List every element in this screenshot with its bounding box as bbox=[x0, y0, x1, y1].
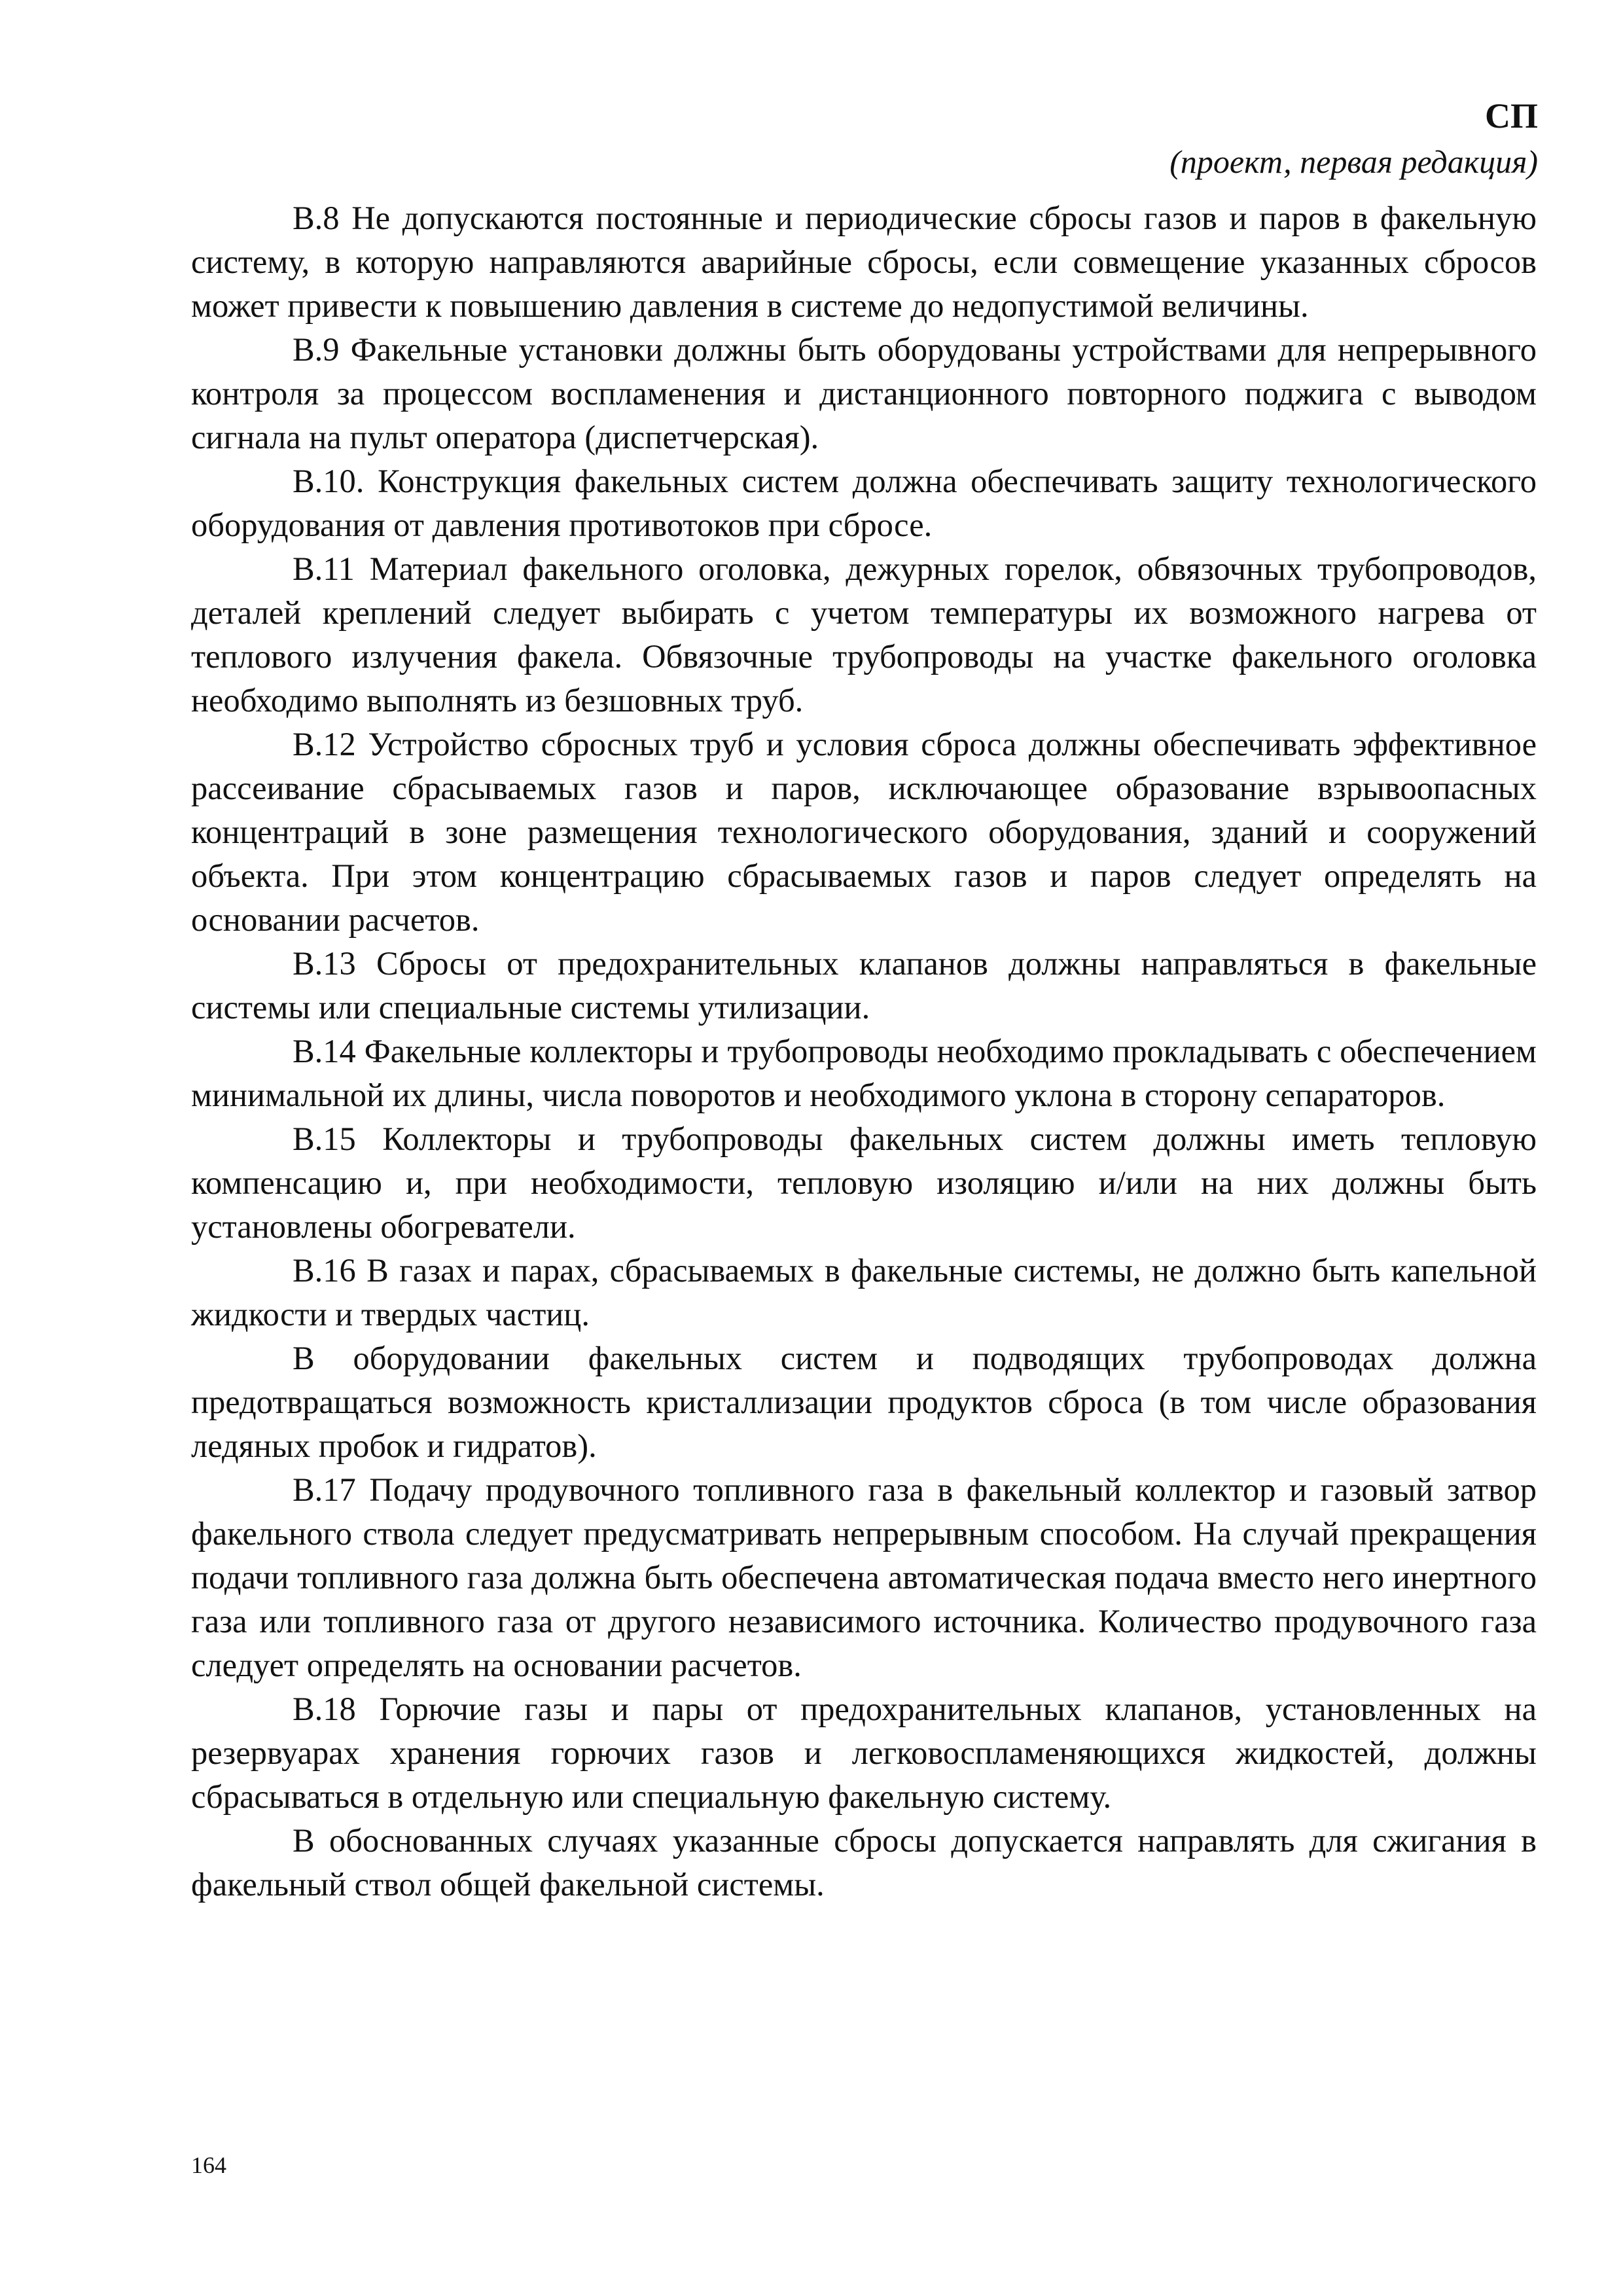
paragraph-b13: В.13 Сбросы от предохранительных клапанов должны направляться в факельные системы или специальные системы утилизации. bbox=[191, 945, 1537, 1026]
paragraph-b9: В.9 Факельные установки должны быть оборудованы устройствами для непрерывного контроля за процессом воспламенения и дистанционного повторного поджига с выводом сигнала на пульт оператора (диспетчерская). bbox=[191, 331, 1537, 456]
paragraph-b15: В.15 Коллекторы и трубопроводы факельных систем должны иметь тепловую компенсацию и, при необходимости, тепловую изоляцию и/или на них должны быть установлены обогреватели. bbox=[191, 1121, 1537, 1245]
paragraph-b14: В.14 Факельные коллекторы и трубопроводы необходимо прокладывать с обеспечением минимальной их длины, числа поворотов и необходимого уклона в сторону сепараторов. bbox=[191, 1033, 1537, 1113]
paragraph-b17: В.17 Подачу продувочного топливного газа в факельный коллектор и газовый затвор факельного ствола следует предусматривать непрерывным способом. На случай прекращения подачи топливного газа должна быть обеспечена автоматическая подача вместо него инертного газа или топливного газа от другого независимого источника. Количество продувочного газа следует определять на основании расчетов. bbox=[191, 1471, 1537, 1683]
paragraph-b11: В.11 Материал факельного оголовка, дежурных горелок, обвязочных трубопроводов, деталей креплений следует выбирать с учетом температуры их возможного нагрева от теплового излучения факела. Обвязочные трубопроводы на участке факельного оголовка необходимо выполнять из безшовных труб. bbox=[191, 550, 1537, 719]
document-body bbox=[191, 196, 1537, 1907]
document-code: СП bbox=[1485, 96, 1538, 135]
paragraph-b18: В.18 Горючие газы и пары от предохранительных клапанов, установленных на резервуарах хранения горючих газов и легковоспламеняющихся жидкостей, должны сбрасываться в отдельную или специальную факельную систему. bbox=[191, 1691, 1537, 1815]
document-edition-note: (проект, первая редакция) bbox=[1169, 143, 1538, 180]
paragraph-b16: В.16 В газах и парах, сбрасываемых в факельные системы, не должно быть капельной жидкости и твердых частиц. bbox=[191, 1252, 1537, 1333]
paragraph-b10: В.10. Конструкция факельных систем должна обеспечивать защиту технологического оборудования от давления противотоков при сбросе. bbox=[191, 463, 1537, 543]
paragraph-b8: В.8 Не допускаются постоянные и периодические сбросы газов и паров в факельную систему, в которую направляются аварийные сбросы, если совмещение указанных сбросов может привести к повышению давления в системе до недопустимой величины. bbox=[191, 200, 1537, 324]
paragraph-b12: В.12 Устройство сбросных труб и условия сброса должны обеспечивать эффективное рассеивание сбрасываемых газов и паров, исключающее образование взрывоопасных концентраций в зоне размещения технологического оборудования, зданий и сооружений объекта. При этом концентрацию сбрасываемых газов и паров следует определять на основании расчетов. bbox=[191, 726, 1537, 938]
paragraph-b16-continued: В оборудовании факельных систем и подводящих трубопроводах должна предотвращаться возможность кристаллизации продуктов сброса (в том числе образования ледяных пробок и гидратов). bbox=[191, 1340, 1537, 1464]
paragraph-b18-continued: В обоснованных случаях указанные сбросы допускается направлять для сжигания в факельный ствол общей факельной системы. bbox=[191, 1822, 1537, 1903]
page-number: 164 bbox=[191, 2152, 226, 2178]
